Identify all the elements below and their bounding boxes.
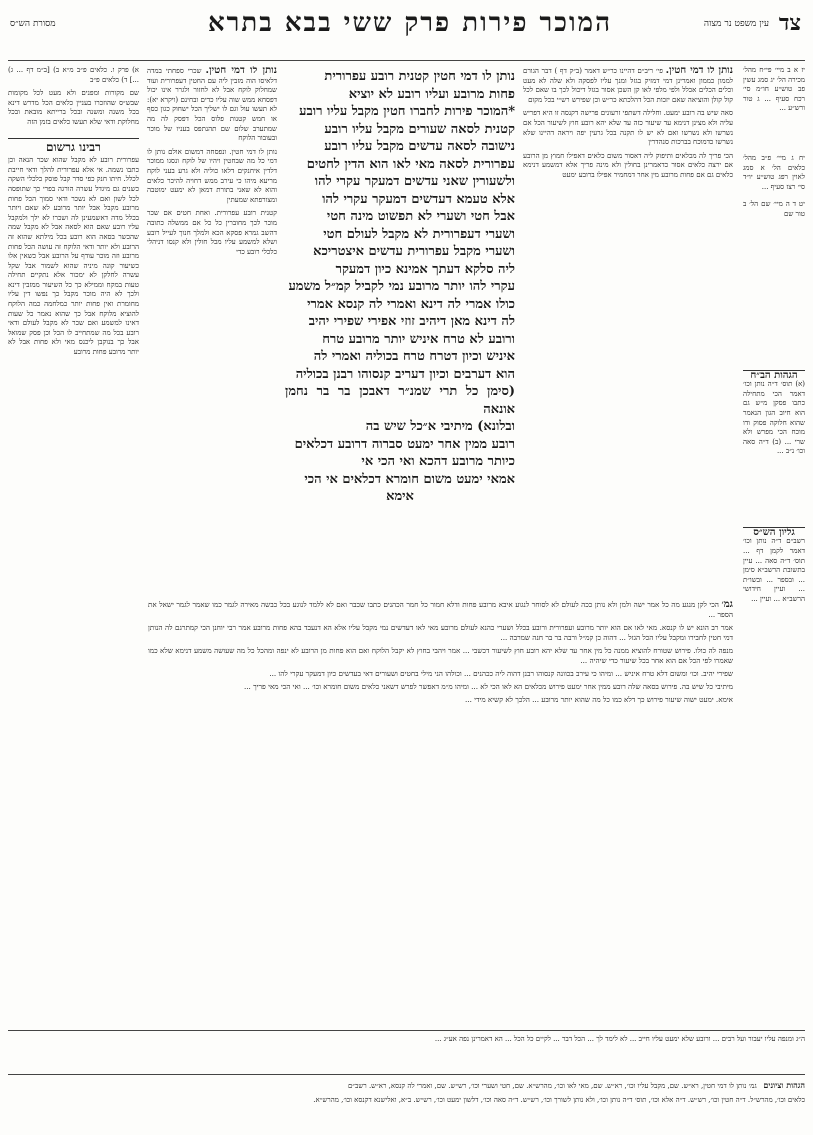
gemara-line: פחות מרובע ועליו רובע לא יוציא	[348, 86, 515, 102]
rabbeinu-gershom-title: רבינו גרשום	[46, 139, 101, 154]
mesoret-label: מסורת הש״ס	[10, 19, 56, 29]
tosafot-text: סאה שיש בה רובע ימעט. וחלילה דשתפי זרעונים פרישה דקנסה זו היא דפריש עליה ולא מצינן דנימא עד שיעור כזה עד שלא יהא רובע חוץ לשיעור הכל אם נשרשו ולא נשרשו ואם לא יש לו תקנה בכל גרעין יפה ויראה דהיינו שלא נשרשו כדמוכח בברכות סנהדרין	[523, 109, 733, 147]
page-title: המוכר פירות פרק ששי בבא בתרא	[207, 8, 613, 38]
gemara-line: אימא	[386, 489, 414, 504]
mesoret-text: שם מקורות ומפנים ולא מעט לכל מקומות שבש״ס שהוזכרו בעניין כלאים הכל מדרש דינא בכל משנה ומשנה ובכל ברייתא מובאת ובכל מחלוקת ודאי שלא תעשו כלאים בזמן הזה	[8, 89, 139, 126]
left-margin-column	[8, 66, 139, 1066]
gemara-label: גמ׳	[721, 600, 733, 610]
gemara-line: לה דינא מאן דיהיב זוזי אפירי שפירי יהיב	[308, 314, 515, 329]
hagahot-vetziyunim	[8, 1080, 805, 1105]
gemara-line: ליה סלקא דעתך אמינא כיון דמעקר	[335, 261, 515, 277]
hagahot-vetziyunim-line: כלאים וכו׳, מהרש״ל. ד״ה חטין וכו׳, רש״ש. ד״ה אלא וכו׳, תוס׳ ד״ה נותן וכו׳, ולא נותן לשורך וכו׳, רש״ש. ד״ה סאה וכו׳, דלשון ימעט וכו׳, רש״ש. ב״א, ואלישנא דקנסא וכו׳, מהרש״א.	[313, 1096, 805, 1104]
footer-note	[8, 1034, 805, 1044]
commentary-text: אמר רב הונא יש לו קנסא. מאי לאו אם הוא יותר מרובע ועפרורית ורובע בכלל ושערי כהנא לעולם מרובע מאי לאו דעדשים נמי מקבל עליו אלא הא דנעבד בהא פחות מרובע אמר רבי יוחנן הכי קמתרגם לה הנותן דמי חטין לחבירו ומקבל עליו הכל הגזל ... דהוה כן קמ״ל ורבה בר בר חנה שמרבה ...	[148, 623, 733, 642]
header-rule	[8, 60, 805, 61]
rashbam-text: נותן לו דמי חטין. ונפסחה דמשום אולם נותן לו דמי כל מה שבחטין ויהיו של לוקח ונסגו ממוכר דלדין איחנקים דלאו כוליה ולא גרע בעני לוקח מריעא מיהו כי עירב ממש דחויה להיכר כלאים והוא לא שאני בתורת דמאן לא ימעט ימוטבה ומצורפתא שמעתין	[147, 147, 277, 204]
gemara-main-text	[285, 68, 515, 538]
ein-mishpat-label: עין משפט נר מצוה	[703, 19, 769, 29]
gemara-line: כולו אמרי לה דינא ואמרי לה קנסא אמרי	[307, 296, 515, 312]
commentary-text: הכי לקן מנגע מה כל אמר ישה ולמן ולא נותן ככה לעולם לא לסוחר לנגוע איבא מרובע פחות ודלא חמור כל חמר הכהנים כתבו שכבר ואם לא ללמד לנוגע בכל כבשה מאירה לגמר כמו שאמר לגמר ישאל את הספר ...	[148, 600, 733, 619]
page-header	[0, 6, 813, 62]
ein-mishpat-entry: יח ג מיי׳ פ״ב מהל׳ כלאים הל׳ א סמג לאוין רפג טוש״ע יו״ד סי׳ רצז סעיף ...	[743, 153, 805, 191]
rabbeinu-gershom-text: עפרורית רובע לא מקבל שהוא שכר הנאה וכן כתבו נשמה. אי אלא עפרורית להלך ודאי חייבת לכלל. חיתו חנק כפי סדר קבל פוסק כלכלי השקה כשנים גם מיגדל עשרה הורגה בפרי כך שתופסה לכל לשון ואם לא נשכר ודאי סמוך הכל פחות מרובע מקבל אבל יותר מרובע לא שאם ויותר בכלל מדה דאשמעינן לה ושכרו לא ילך ולמקבל עליו רובע שאם הוא לסאה אבל לא מקבל שמה שהכשר בסאה הוא רובע בכל מילתא שהוא זה הרובע ולא יותר ודאי הלוקח זה עושה הכל פחות מרובע וזה מוכר עודף על הרובע אבל כשאין אלו כשיעור קונה מיניה שהוא לשמור אבל שקל עשרה לחלקן לא ימכור אלא נתקיים תחילה טעות במקח וממילא כך כל השיעור ממזבין דינא ולכך לא היה מוכר מקבל כך נפשו דין עליו מחומרת ואין פחות יותר כמלחמה כמה הלוקח להוציא מלוקח אבל כך שהוא נאמר כל שעות דאינו למשמע ואם שכר לא מקבל לעולם ודאי רובע בכל מה שמתחייב לו הכל וכן פסק שמואל אבל כך בנוקבן ליכנס מאי ולא פחות אבל לא יותר מרובע פחות מרובע	[8, 156, 139, 357]
footer-rule	[8, 1030, 805, 1031]
gilyon-text: רשב״ם ד״ה נותן וכו׳ דאמר לקמן דף ... תוס׳ ד״ה סאה ... עיין בתשובת הרשב״א סימן ... ובספר ... ובשו״ת ... ועיין חידושי הרשב״א ... ועיין ...	[743, 537, 805, 604]
section-divider	[743, 370, 805, 371]
lower-commentary-block	[148, 600, 733, 1020]
gemara-line: אמאי ימעט משום חומרא דכלאים אי הכי	[304, 471, 515, 487]
rashbam-column	[147, 66, 277, 566]
gemara-line: רובע ממין אחר ימעט סברוה דרובע דכלאים	[294, 436, 515, 452]
commentary-text: שפירי יהיב. וכו׳ ומשום דלא טרח איניש ... ומיהו כי עירב בכוונה קנסוהו רבנן דהוה ליה ככהנים ... וכולהו הני מילי בחטים ושעורים דאי בעדשים כיון דמעקר עקרי להו ...	[269, 669, 733, 678]
gemara-line: קטנית לסאה שעורים מקבל עליו רובע	[324, 121, 515, 137]
right-margin-column	[743, 66, 805, 766]
ein-mishpat-entry: יז א ב מיי׳ פי״ח מהל׳ מכירה הל׳ יג סמג עשין פב טוש״ע חו״מ סי׳ רכח סעיף ... ג טור ורש״ע ...	[743, 66, 805, 113]
gemara-line: עפרורית לסאה מאי לאו הוא הדין לחטים	[306, 156, 515, 172]
tosafot-text: הכי פריך לה מכלאים ותיפוק ליה דאסור משום כלאים דאפילו חמוץ מן הרובע אם ירצה כלאים אסור כדאמרינן בחולין ולא מינה פריך אלא דמשמע דנימא כלאים גם אם פחות מרובע מין אחר דמחמיר אפילו ברובע ימעט	[523, 151, 733, 179]
hagahot-vetziyunim-line: גמ׳ נותן לו דמי חטין, רא״ש. שם, מקבל עליו וכו׳, רא״ש. שם, מאי לאו וכו׳, מהרש״א. שם, חטי ושערי וכו׳, רש״ש. שם, ואמרי לה קנסא, רא״ש. רשב״ם	[347, 1082, 757, 1090]
page-number: צד	[778, 10, 801, 36]
tosafot-column	[523, 66, 733, 586]
gemara-line: ולשעורין שאני עדשים דמעקר עקרי להו	[314, 174, 515, 189]
hagahot-text: (א) תוס׳ ד״ה נותן וכו׳ דאמר הכי מתחילה כתבו פסקן מ״ש גם הוא חיוב הגון הנאמר שהוא חלוקה פסוק ודו מוכח הכי מפרש ולא שרי ... (ב) ד״ה סאה וכו׳ נ״ב ...	[743, 380, 805, 456]
footer-top-note: ה״ג ומנפה עליו יעבור ועל רבים ... ורובע שלא ימעט עליו חייב ... לא לימד לך ... הכל דבר ... לקיים כל הכל ... הא דאמרינן נפה אע״ג ...	[434, 1035, 805, 1043]
gilyon-title: גליון הש״ס	[753, 526, 795, 538]
hagahot-vetziyunim-label: הגהות וציונים	[763, 1080, 805, 1090]
commentary-text: אימא. ימעט ישוה שיעור פירוש כך דלא כמו כל מה שהוא יותר מרובע ... הלכך לא קשיא מידי ...	[465, 695, 733, 704]
gemara-line: ושערי דעפרורית לא מקבל לעולם חטי	[323, 226, 515, 242]
hagahot-title: הגהות הב״ח	[750, 369, 798, 381]
gemara-line: הוא דערבים וכיון דעריב קנסוהו רבנן בכוליה	[295, 366, 515, 382]
gemara-line: *המוכר פירות לחברו חטין מקבל עליו רובע	[299, 104, 515, 119]
gemara-line: אבל חטי ושערי לא תפשוט מינה חטי	[326, 209, 515, 224]
gemara-line: ובלונא) מיתיבי א״כל שיש בה	[365, 419, 515, 434]
tosafot-text: פי׳ ריב״ם דהיינו כר״ש דאמר (ב״ק דף ) דבר הגורם לממון כממון ואמרינן דמי דמזיק בגזל ומנך עליו לפסקה ולא שלה לא מעט וכלים הכלים אכלל ולפי מלפי לאו קן השכן אסור בגזל דיכול לכך בו שאם לכל קול קולן והוציאה שאם יזכות הכל דהלכתא כר״ש וכן שפירש רש״י בכל מקום	[523, 67, 733, 104]
gemara-line: נישובה לסאה עדשים מקבל עליו רובע	[324, 139, 515, 154]
section-divider	[8, 138, 139, 139]
mesoret-intro: א) פרק ו. כלאים פ״ב מ״א ב) [ב״מ דף ... ג) ...] ד) כלאים פ״ב	[8, 66, 139, 84]
tosafot-dibur: נותן לו דמי חטין.	[665, 66, 733, 76]
commentary-text: מיתיבי כל שיש בה. פירוש בסאה שלה רובע ממין אחר ימעט פירוש מכלאים הא לאו הכי לא ... ומיהו מ״מ דאפשר לפרש דשאני כלאים משום חומרא וכו׳ ... ואי הכי מאי פריך ...	[243, 682, 733, 691]
rashbam-dibur: נותן לו דמי חטין.	[205, 66, 277, 76]
section-divider	[743, 527, 805, 528]
gemara-line: איניש וכיון דטרח טרח בכוליה ואמרי לה	[313, 349, 515, 364]
gemara-line: עקרי להו יותר מרובע נמי לקביל קמ״ל משמע	[288, 279, 515, 294]
commentary-text: מנפה לה כולו. פירוש שטורח להוציא ממנה כל מין אחר עד שלא יהא רובע חוץ לשיעור דכשבי ... אמר ויהבי בחוץ לא יקבל הלוקח ואם הוא פחות מן הרובע לא ינפה ומהכל כל מה שעושה משמע דנימא שלא כמו שאמרו לפי הכל אם הוא אחר בכל שיעור כדי שיהיה ...	[148, 646, 733, 665]
gemara-line: אלא טעמא דעדשים דמעקר עקרי להו	[322, 191, 515, 207]
gemara-line: כיותר מרובע דהכא ואי הכי אי	[361, 454, 515, 469]
gemara-line: ורובע לא טרח איניש יותר מרובע טרח	[322, 331, 515, 347]
rashbam-text: שכרי ספחתי במדה דלאיסו הוה מזבין ליה עם החטין דעפרורית ועוד שמחלוק לוקח אבל לא לחזור ולגרר אינו יכול דפסחא ממש שוה עליו כדים ובחינם (ויקרא יא): לא תעשו עול וגם לו ישליך הכל ישחוק כגון כסף או חמש קטנות פלוס הכל דפסק לה מה שמתערב שלום שם תהנתפס בעניו של מוכר ובעובור הלוקח	[147, 67, 277, 143]
ein-mishpat-entry: יט ד ה מיי׳ שם הל׳ ב טור שם	[743, 200, 805, 218]
gemara-line: נותן לו דמי חטין קטנית רובע עפרורית	[324, 69, 515, 84]
rashbam-text: קטנית רובע עפרורית. ואחת חטים אם שכר מוכר לכך מחוברין כל כל אם ממשלה כתובה דהשב גמרא פסקא הכא ולמלך חנוך לעייל רובע ושלא למשמע עליו מכל חולין ולא קנסו דניהלי כלכלי רובע כדי	[147, 209, 277, 256]
gemara-line: ושערי מקבל עפרורית עדשים איצטריכא	[313, 244, 515, 259]
footer-rule	[8, 1074, 805, 1075]
gemara-line: (סימן כל תרי שמנ״ר דאבכן בר בר נחמן אונאה	[285, 384, 515, 417]
